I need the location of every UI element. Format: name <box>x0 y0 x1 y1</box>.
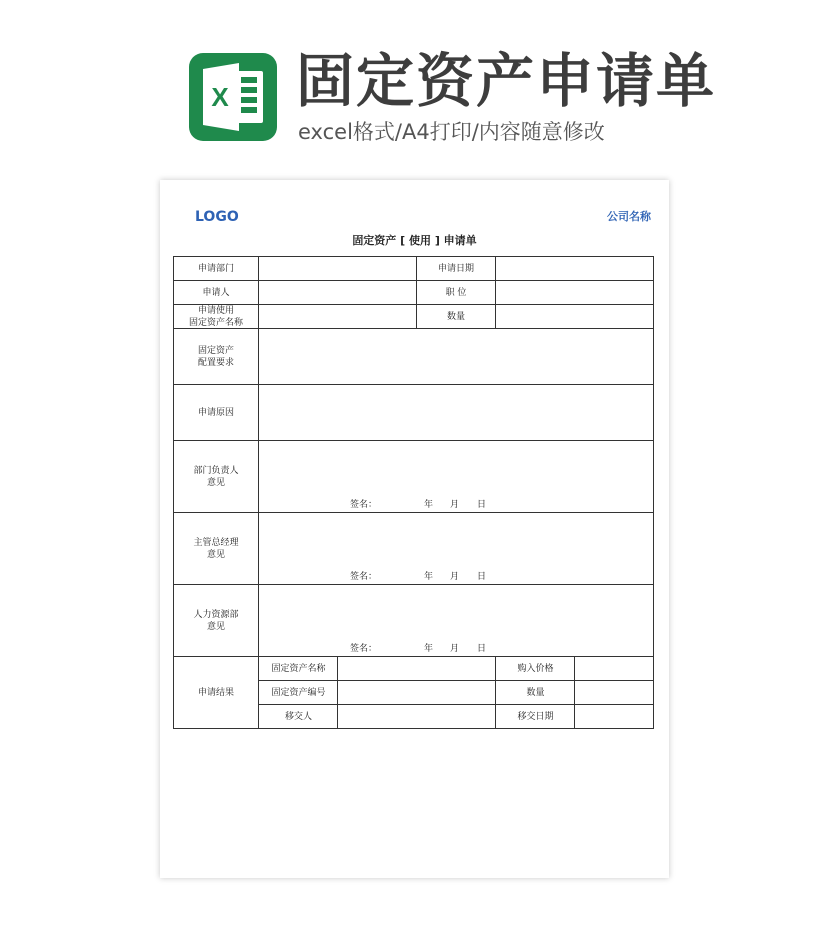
label-asset-name-line2: 固定资产名称 <box>188 317 243 328</box>
excel-icon <box>189 53 277 141</box>
page-title: 固定资产申请单 <box>296 47 717 115</box>
label-price: 购入价格 <box>517 663 554 674</box>
label-applicant: 申请人 <box>202 287 230 298</box>
signature-line <box>350 499 500 511</box>
table-border <box>653 256 654 729</box>
year-label: 年 <box>424 644 434 654</box>
form-title: 固定资产 [ 使用 ] 申请单 <box>352 234 477 247</box>
label-asset-name-request <box>173 304 259 329</box>
quantity-field[interactable] <box>496 304 653 329</box>
label-result-qty: 数量 <box>526 687 545 698</box>
transfer-date-field[interactable] <box>575 704 653 729</box>
month-label: 月 <box>450 500 460 510</box>
asset-name-field[interactable] <box>338 656 496 681</box>
label-gm-opinion-line2: 意见 <box>206 549 225 560</box>
label-dept-opinion <box>173 440 259 513</box>
document-page <box>160 180 669 878</box>
apply-date-field[interactable] <box>496 256 653 281</box>
day-label: 日 <box>477 572 487 582</box>
apply-dept-field[interactable] <box>259 256 416 281</box>
day-label: 日 <box>477 500 487 510</box>
label-gm-opinion-line1: 主管总经理 <box>193 537 239 548</box>
day-label: 日 <box>477 644 487 654</box>
label-asset-name-line1: 申请使用 <box>197 305 234 316</box>
month-label: 月 <box>450 644 460 654</box>
sign-label: 签名： <box>350 644 378 654</box>
transferor-field[interactable] <box>338 704 496 729</box>
year-label: 年 <box>424 500 434 510</box>
excel-letter: X <box>211 82 229 112</box>
signature-line <box>350 643 500 655</box>
sign-label: 签名： <box>350 500 378 510</box>
label-reason: 申请原因 <box>197 407 234 418</box>
label-apply-date: 申请日期 <box>437 263 474 274</box>
label-hr-opinion-line2: 意见 <box>206 621 225 632</box>
label-transferor: 移交人 <box>284 711 312 722</box>
month-label: 月 <box>450 572 460 582</box>
config-field[interactable] <box>259 328 653 385</box>
asset-name-request-field[interactable] <box>259 304 416 329</box>
label-hr-opinion <box>173 584 259 657</box>
label-result: 申请结果 <box>197 687 234 698</box>
label-config <box>173 328 259 385</box>
form-table <box>173 256 654 729</box>
label-gm-opinion <box>173 512 259 585</box>
company-name: 公司名称 <box>607 210 651 223</box>
sign-label: 签名： <box>350 572 378 582</box>
label-config-line2: 配置要求 <box>197 357 234 368</box>
signature-line <box>350 571 500 583</box>
label-transfer-date: 移交日期 <box>517 711 554 722</box>
asset-no-field[interactable] <box>338 680 496 705</box>
applicant-field[interactable] <box>259 280 416 305</box>
page-subtitle: excel格式/A4打印/内容随意修改 <box>298 120 605 144</box>
label-position: 职 位 <box>445 287 467 298</box>
price-field[interactable] <box>575 656 653 681</box>
reason-field[interactable] <box>259 384 653 441</box>
label-asset-name: 固定资产名称 <box>271 663 326 674</box>
result-qty-field[interactable] <box>575 680 653 705</box>
label-dept-opinion-line1: 部门负责人 <box>193 465 239 476</box>
year-label: 年 <box>424 572 434 582</box>
label-config-line1: 固定资产 <box>197 345 234 356</box>
label-asset-no: 固定资产编号 <box>271 687 326 698</box>
label-hr-opinion-line1: 人力资源部 <box>193 609 239 620</box>
position-field[interactable] <box>496 280 653 305</box>
label-apply-dept: 申请部门 <box>197 263 234 274</box>
logo-text: LOGO <box>195 209 239 225</box>
label-quantity: 数量 <box>446 311 465 322</box>
label-dept-opinion-line2: 意见 <box>206 477 225 488</box>
